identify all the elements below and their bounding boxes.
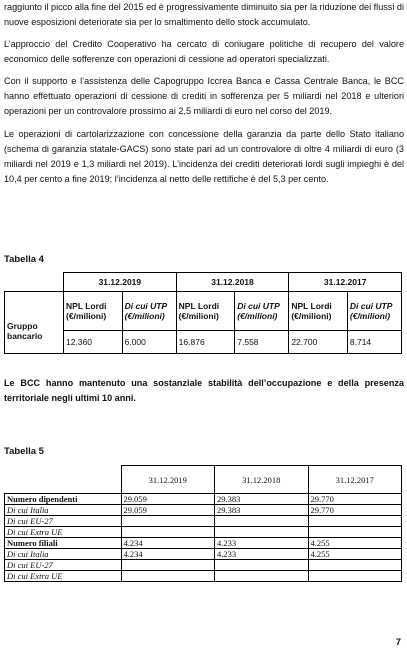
table5-cell: 4.233 — [215, 549, 309, 560]
table-row — [5, 527, 402, 538]
table4-cell: 12.360 — [64, 331, 123, 354]
row-label: Di cui EU-27 — [5, 560, 122, 571]
table5-caption: Tabella 5 — [4, 446, 44, 457]
table5-cell: 29.383 — [215, 494, 309, 505]
table4-date-2019: 31.12.2019 — [64, 273, 177, 292]
table-row — [5, 516, 402, 527]
table4-col-npl: NPL Lordi (€/milioni) — [64, 292, 123, 331]
table5-cell — [215, 516, 309, 527]
table4-date-2017: 31.12.2017 — [289, 273, 402, 292]
table5-cell — [121, 571, 215, 582]
paragraph-approach: L’approccio del Credito Cooperativo ha cercato di coniugare politiche di recupero del valore economico delle sofferenze con operazioni di cessione ad operatori specializzati. — [4, 39, 404, 65]
table4-cell: 7.558 — [235, 331, 289, 354]
table5-date-2018: 31.12.2018 — [215, 466, 309, 494]
table5-cell — [308, 560, 402, 571]
table5-cell: 29.059 — [121, 494, 215, 505]
table4-col-utp: Di cui UTP (€/milioni) — [347, 292, 401, 331]
table4-col-npl: NPL Lordi (€/milioni) — [289, 292, 348, 331]
table4-cell: 6.000 — [122, 331, 176, 354]
row-label: Di cui Italia — [5, 505, 122, 516]
row-label: Di cui Extra UE — [5, 571, 122, 582]
table5-cell: 4.234 — [121, 538, 215, 549]
table-row — [5, 505, 402, 516]
table4-cell: 22.700 — [289, 331, 348, 354]
table-row — [5, 571, 402, 582]
row-label: Di cui Italia — [5, 549, 122, 560]
table5-cell: 4.255 — [308, 549, 402, 560]
table4-col-npl: NPL Lordi (€/milioni) — [176, 292, 235, 331]
staff-branches-table — [4, 465, 402, 582]
row-label: Numero dipendenti — [5, 494, 122, 505]
table5-cell: 29.770 — [308, 494, 402, 505]
table5-cell — [121, 527, 215, 538]
table4-cell: 16.876 — [176, 331, 235, 354]
table4-date-2018: 31.12.2018 — [176, 273, 289, 292]
table-row — [5, 560, 402, 571]
npl-table — [4, 272, 402, 354]
paragraph-intro: raggiunto il picco alla fine del 2015 ed è progressivamente diminuito sia per la riduzione dei flussi di nuove esposizioni deteriorate sia per lo smaltimento dello stock accumulato. — [4, 2, 404, 28]
table5-cell — [121, 560, 215, 571]
table5-cell — [215, 560, 309, 571]
table5-cell: 4.255 — [308, 538, 402, 549]
paragraph-gacs: Le operazioni di cartolarizzazione con concessione della garanzia da parte dello Stato italiano (schema di garanzia statale-GACS) sono state pari ad un controvalore di oltre 4 miliardi di euro (3 miliardi nel 2019 e 1,3 miliardi nel 2019). L’incidenza dei crediti deteriorati lordi sugli impieghi è del 10,4 per cento a fine 2019; l’incidenza al netto delle rettifiche è del 5,3 per cento. — [4, 129, 404, 185]
table-row — [5, 538, 402, 549]
table5-cell: 4.234 — [121, 549, 215, 560]
statement-paragraph: Le BCC hanno mantenuto una sostanziale stabilità dell’occupazione e della presenza territoriale negli ultimi 10 anni. — [4, 378, 404, 404]
table5-cell — [215, 527, 309, 538]
table4-col-utp: Di cui UTP (€/milioni) — [235, 292, 289, 331]
table5-cell: 4.233 — [215, 538, 309, 549]
table5-cell — [121, 516, 215, 527]
table5-cell: 29.383 — [215, 505, 309, 516]
table5-date-2017: 31.12.2017 — [308, 466, 402, 494]
table5-cell: 29.770 — [308, 505, 402, 516]
page-number: 7 — [395, 637, 401, 648]
row-label: Di cui Extra UE — [5, 527, 122, 538]
table4-caption: Tabella 4 — [4, 254, 44, 265]
row-label: Numero filiali — [5, 538, 122, 549]
table-row — [5, 549, 402, 560]
table4-row-label: Gruppo bancario — [5, 292, 64, 354]
table5-cell: 29.059 — [121, 505, 215, 516]
table4-col-utp: Di cui UTP (€/milioni) — [122, 292, 176, 331]
table5-cell — [308, 527, 402, 538]
paragraph-sales: Con il supporto e l’assistenza delle Capogruppo Iccrea Banca e Cassa Centrale Banca, le BCC hanno effettuato operazioni di cessione di crediti in sofferenza per 5 miliardi nel 2018 e ulteriori operazioni per un controvalore prossimo ai 2,5 miliardi di euro nel corso del 2019. — [4, 76, 404, 117]
table5-date-2019: 31.12.2019 — [121, 466, 215, 494]
table5-cell — [308, 516, 402, 527]
table5-cell — [215, 571, 309, 582]
table4-cell: 8.714 — [347, 331, 401, 354]
table5-cell — [308, 571, 402, 582]
row-label: Di cui EU-27 — [5, 516, 122, 527]
table-row — [5, 494, 402, 505]
